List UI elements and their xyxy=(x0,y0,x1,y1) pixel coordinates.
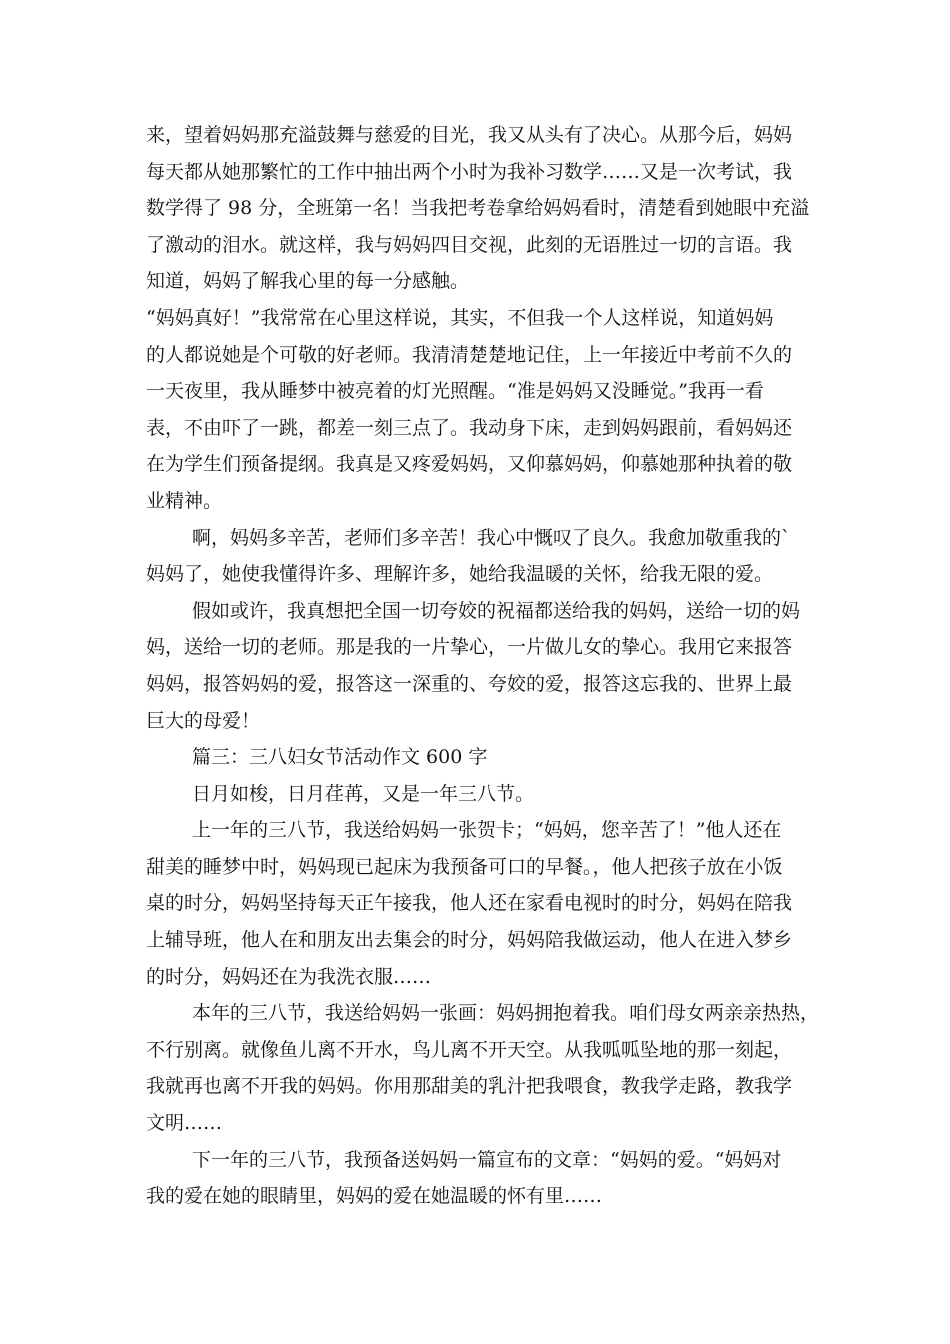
text-line: 知道，妈妈了解我心里的每一分感触。 xyxy=(146,270,470,293)
text-line: 的时分，妈妈还在为我洗衣服…… xyxy=(146,965,432,988)
text-line: 巨大的母爱！ xyxy=(146,709,261,732)
text-line: 在为学生们预备提纲。我真是又疼爱妈妈，又仰慕妈妈，仰慕她那种执着的敬 xyxy=(146,453,793,476)
text-line: 不行别离。就像鱼儿离不开水，鸟儿离不开天空。从我呱呱坠地的那一刻起， xyxy=(146,1038,793,1061)
text-line: 啊，妈妈多辛苦，老师们多辛苦！我心中慨叹了良久。我愈加敬重我的` xyxy=(192,526,791,549)
text-line: 了激动的泪水。就这样，我与妈妈四目交视，此刻的无语胜过一切的言语。我 xyxy=(146,233,793,256)
text-line: 妈妈，报答妈妈的爱，报答这一深重的、夸姣的爱，报答这忘我的、世界上最 xyxy=(146,672,793,695)
text-line: 妈，送给一切的老师。那是我的一片挚心，一片做儿女的挚心。我用它来报答 xyxy=(146,636,793,659)
document-body xyxy=(146,117,826,1215)
text-line: 本年的三八节，我送给妈妈一张画：妈妈拥抱着我。咱们母女两亲亲热热， xyxy=(192,1002,820,1025)
text-line: 妈妈了，她使我懂得许多、理解许多，她给我温暖的关怀，给我无限的爱。 xyxy=(146,563,774,586)
text-line: 甜美的睡梦中时，妈妈现已起床为我预备可口的早餐。，他人把孩子放在小饭 xyxy=(146,855,783,878)
text-line: 篇三：三八妇女节活动作文 600 字 xyxy=(192,746,488,769)
text-line: 上辅导班，他人在和朋友出去集会的时分，妈妈陪我做运动，他人在进入梦乡 xyxy=(146,929,793,952)
text-line: 业精神。 xyxy=(146,489,223,512)
text-line: 每天都从她那繁忙的工作中抽出两个小时为我补习数学……又是一次考试，我 xyxy=(146,160,793,183)
text-line: 的人都说她是个可敬的好老师。我清清楚楚地记住，上一年接近中考前不久的 xyxy=(146,343,793,366)
text-line: 下一年的三八节，我预备送妈妈一篇宣布的文章：“妈妈的爱。“妈妈对 xyxy=(192,1148,782,1171)
text-line: 我的爱在她的眼睛里，妈妈的爱在她温暖的怀有里…… xyxy=(146,1185,603,1208)
text-line: 文明…… xyxy=(146,1112,223,1135)
text-line: “妈妈真好！”我常常在心里这样说，其实，不但我一个人这样说，知道妈妈 xyxy=(146,306,774,329)
text-line: 数学得了 98 分，全班第一名！当我把考卷拿给妈妈看时，清楚看到她眼中充溢 xyxy=(146,197,810,220)
text-line: 一天夜里，我从睡梦中被亮着的灯光照醒。“准是妈妈又没睡觉。”我再一看 xyxy=(146,380,764,403)
text-line: 我就再也离不开我的妈妈。你用那甜美的乳汁把我喂食，教我学走路，教我学 xyxy=(146,1075,793,1098)
text-line: 来，望着妈妈那充溢鼓舞与慈爱的目光，我又从头有了决心。从那今后，妈妈 xyxy=(146,124,793,146)
text-line: 上一年的三八节，我送给妈妈一张贺卡；“妈妈，您辛苦了！”他人还在 xyxy=(192,819,782,842)
text-line: 日月如梭，日月荏苒，又是一年三八节。 xyxy=(192,782,535,805)
text-line: 假如或许，我真想把全国一切夸姣的祝福都送给我的妈妈，送给一切的妈 xyxy=(192,599,801,622)
text-line: 表，不由吓了一跳，都差一刻三点了。我动身下床，走到妈妈跟前，看妈妈还 xyxy=(146,416,793,439)
text-line: 桌的时分，妈妈坚持每天正午接我，他人还在家看电视时的时分，妈妈在陪我 xyxy=(146,892,793,915)
